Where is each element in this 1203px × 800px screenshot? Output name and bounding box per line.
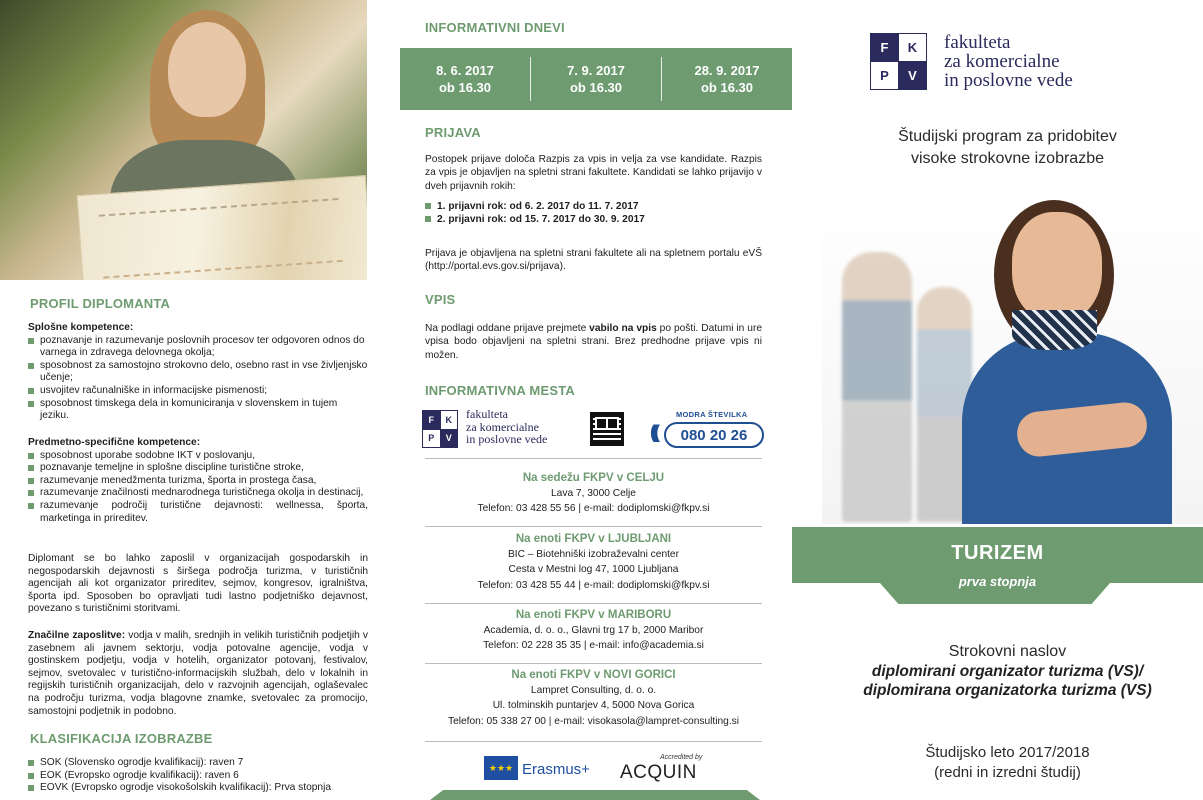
klasifikacija-list xyxy=(28,757,368,795)
predmetno-list xyxy=(28,450,368,526)
list-item: razumevanje menedžmenta turizma, športa in prostega časa, xyxy=(28,475,368,488)
date-item xyxy=(400,57,531,101)
logo-letter: P xyxy=(871,62,898,89)
logo-line: fakulteta xyxy=(944,32,1011,53)
zaposlitve-block xyxy=(28,630,368,718)
naslov-male: diplomirani organizator turizma (VS)/ xyxy=(871,663,1144,680)
location-line: Ul. tolminskih puntarjev 4, 5000 Nova Gorica xyxy=(492,700,695,712)
date-value: 7. 9. 2017 xyxy=(567,63,625,78)
splosne-lead: Splošne kompetence: xyxy=(28,322,134,333)
profil-title: PROFIL DIPLOMANTA xyxy=(30,296,171,311)
splosne-block xyxy=(28,322,368,423)
fkpv-logo-text xyxy=(944,33,1073,90)
panel-informacije xyxy=(400,0,785,800)
list-item: poznavanje in razumevanje poslovnih procesov ter odgovoren odnos do varnega in zdravega delovnega okolja; xyxy=(28,335,368,360)
location-line: Academia, d. o. o., Glavni trg 17 b, 2000 Maribor xyxy=(483,625,704,637)
fkpv-logo xyxy=(870,33,927,90)
logo-line: za komercialne xyxy=(944,51,1060,72)
prijava-roki xyxy=(425,200,762,227)
logo-line: fakulteta xyxy=(466,407,508,421)
vpis-text-c: po pošti. Datumi in ure vpisa bodo objavljeni na spletni strani. Brez predhodne prijave vpis ni možen. xyxy=(425,323,762,361)
klasifikacija-title: KLASIFIKACIJA IZOBRAZBE xyxy=(30,731,213,746)
dates-band xyxy=(400,48,792,110)
predmetno-lead: Predmetno-specifične kompetence: xyxy=(28,437,201,448)
logo-line: in poslovne vede xyxy=(944,70,1073,91)
fkpv-logo xyxy=(422,410,458,448)
location-ljubljana xyxy=(420,532,767,593)
accreditation-logos xyxy=(480,754,720,784)
divider xyxy=(425,603,762,604)
list-item: 2. prijavni rok: od 15. 7. 2017 do 30. 9. 2017 xyxy=(425,213,762,226)
list-item: usvojitev računalniške in informacijske pismenosti; xyxy=(28,385,368,398)
erasmus-logo-text: Erasmus+ xyxy=(522,761,590,778)
prijava-intro: Postopek prijave določa Razpis za vpis in velja za vse kandidate. Razpis za vpis je objavljen na spletni strani fakultete. Kandidati se lahko prijavijo v dveh prijavnih rokih: xyxy=(425,154,762,192)
fkpv-logo-text xyxy=(466,408,547,446)
list-item: EOK (Evropsko ogrodje kvalifikacij): raven 6 xyxy=(28,770,368,783)
diplomant-text: Diplomant se bo lahko zaposlil v organizacijah gospodarskih in negospodarskih dejavnosti s širšega področja turizma, v turističnih agencijah ali kot organizator prireditev, sejmov, kongresov, igralništva, športa ipd. Sposoben bo opravljati tudi lastno podjetniško dejavnost, povezano s turističnimi storitvami. xyxy=(28,553,368,615)
logo-line: za komercialne xyxy=(466,419,539,434)
bottom-accent-bar xyxy=(430,790,760,800)
date-time: ob 16.30 xyxy=(438,80,492,95)
location-line: Lava 7, 3000 Celje xyxy=(551,488,636,500)
list-item: razumevanje značilnosti mednarodnega turističnega okolja in destinacij, xyxy=(28,487,368,500)
location-nova-gorica xyxy=(420,668,767,729)
panel-cover xyxy=(792,0,1203,800)
location-heading: Na enoti FKPV v NOVI GORICI xyxy=(511,669,676,681)
sound-waves-icon: ((( xyxy=(650,422,656,442)
divider xyxy=(425,458,762,459)
acquin-logo-text: ACQUIN xyxy=(620,762,697,783)
location-heading: Na enoti FKPV v MARIBORU xyxy=(515,609,672,621)
mesta-logo-row xyxy=(422,408,767,452)
location-maribor xyxy=(420,608,767,654)
logo-letter: K xyxy=(441,411,458,429)
logo-letter: V xyxy=(899,62,926,89)
location-line: Lampret Consulting, d. o. o. xyxy=(530,685,657,697)
mesta-title: INFORMATIVNA MESTA xyxy=(425,383,575,398)
strokovni-naslov xyxy=(812,642,1203,700)
splosne-list xyxy=(28,335,368,423)
program-subtitle xyxy=(812,126,1203,170)
prijava-title: PRIJAVA xyxy=(425,125,481,140)
photo-students xyxy=(822,192,1203,524)
subtitle-line: Študijski program za pridobitev xyxy=(898,128,1117,145)
logo-letter: F xyxy=(423,411,440,429)
list-item: razumevanje področij turistične dejavnosti: wellnessa, športa, marketinga in prireditev. xyxy=(28,500,368,525)
informativni-title: INFORMATIVNI DNEVI xyxy=(425,20,565,35)
date-item xyxy=(662,57,792,101)
date-item xyxy=(531,57,662,101)
modra-number[interactable]: 080 20 26 xyxy=(664,422,764,448)
divider xyxy=(425,741,762,742)
logo-line: in poslovne vede xyxy=(466,432,548,446)
roki-list xyxy=(425,200,762,227)
date-time: ob 16.30 xyxy=(569,80,623,95)
date-value: 8. 6. 2017 xyxy=(436,63,494,78)
date-value: 28. 9. 2017 xyxy=(694,63,760,78)
location-line: Cesta v Mestni log 47, 1000 Ljubljana xyxy=(508,564,679,576)
location-line: Telefon: 03 428 55 44 | e-mail: dodiplomski@fkpv.si xyxy=(477,579,710,591)
logo-letter: P xyxy=(423,430,440,448)
vpis-text-b: vabilo na vpis xyxy=(589,323,657,334)
leto-line: Študijsko leto 2017/2018 xyxy=(925,744,1090,761)
naslov-label: Strokovni naslov xyxy=(948,643,1067,660)
zaposlitve-text: vodja v malih, srednjih in velikih turističnih podjetjih v zasebnem ali javnem sektorju, vodja potovalne agencije, vodja v gostinskem podjetju, vodja v hotelih, organizator potovanj, festivalov, sejmov, svetovalec v turistično-informacijskih službah, delo v lokalnih in regijskih turističnih organizacijah, delo v razvojnih agencijah, oglaševalec na področju turizma, vodja blagovne znamke, svetovalec za promocijo, samostojni podjetnik in podobno. xyxy=(28,630,368,717)
logo-letter: V xyxy=(441,430,458,448)
program-title: TURIZEM xyxy=(951,542,1044,564)
list-item: sposobnost za samostojno strokovno delo, osebno rast in vse življenjsko učenje; xyxy=(28,360,368,385)
modra-stevilka-badge xyxy=(648,410,766,450)
divider xyxy=(425,526,762,527)
location-heading: Na enoti FKPV v LJUBLJANI xyxy=(515,533,672,545)
nacin-line: (redni in izredni študij) xyxy=(934,764,1081,781)
location-line: Telefon: 02 228 35 35 | e-mail: info@academia.si xyxy=(483,640,704,652)
vpis-text xyxy=(425,322,762,362)
klasifikacija-block xyxy=(28,757,368,795)
location-line: Telefon: 05 338 27 00 | e-mail: visokasola@lampret-consulting.si xyxy=(447,715,740,727)
logo-letter: K xyxy=(899,34,926,61)
divider xyxy=(425,663,762,664)
logo-letter: F xyxy=(871,34,898,61)
list-item: sposobnost timskega dela in komuniciranja v slovenskem in tujem jeziku. xyxy=(28,398,368,423)
panel-profil xyxy=(0,0,390,800)
list-item: poznavanje temeljne in splošne discipline turistične stroke, xyxy=(28,462,368,475)
qr-code-icon[interactable] xyxy=(590,412,624,446)
zaposlitve-lead: Značilne zaposlitve: xyxy=(28,630,126,641)
list-item: 1. prijavni rok: od 6. 2. 2017 do 11. 7. 2017 xyxy=(425,200,762,213)
accredited-by-text: Accredited by xyxy=(660,754,703,761)
vpis-text-a: Na podlagi oddane prijave prejmete xyxy=(425,323,590,334)
vpis-title: VPIS xyxy=(425,292,456,307)
photo-woman-with-map xyxy=(0,0,367,280)
prijava-outro: Prijava je objavljena na spletni strani fakultete ali na spletnem portalu eVŠ (http://portal.evs.gov.si/prijava). xyxy=(425,248,762,273)
eu-flag-icon: ★★★ xyxy=(484,756,518,780)
subtitle-line: visoke strokovne izobrazbe xyxy=(911,150,1104,167)
modra-label: MODRA ŠTEVILKA xyxy=(676,410,748,419)
program-level: prva stopnja xyxy=(958,574,1037,589)
list-item: EOVK (Evropsko ogrodje visokošolskih kvalifikacij): Prva stopnja xyxy=(28,782,368,795)
location-line: BIC – Biotehniški izobraževalni center xyxy=(507,549,679,561)
predmetno-block xyxy=(28,437,368,525)
location-celje xyxy=(420,471,767,517)
list-item: SOK (Slovensko ogrodje kvalifikacij): raven 7 xyxy=(28,757,368,770)
location-heading: Na sedežu FKPV v CELJU xyxy=(522,472,665,484)
studijsko-leto xyxy=(812,743,1203,783)
list-item: sposobnost uporabe sodobne IKT v poslovanju, xyxy=(28,450,368,463)
date-time: ob 16.30 xyxy=(700,80,754,95)
naslov-female: diplomirana organizatorka turizma (VS) xyxy=(863,682,1152,699)
location-line: Telefon: 03 428 55 56 | e-mail: dodiplomski@fkpv.si xyxy=(477,503,710,515)
